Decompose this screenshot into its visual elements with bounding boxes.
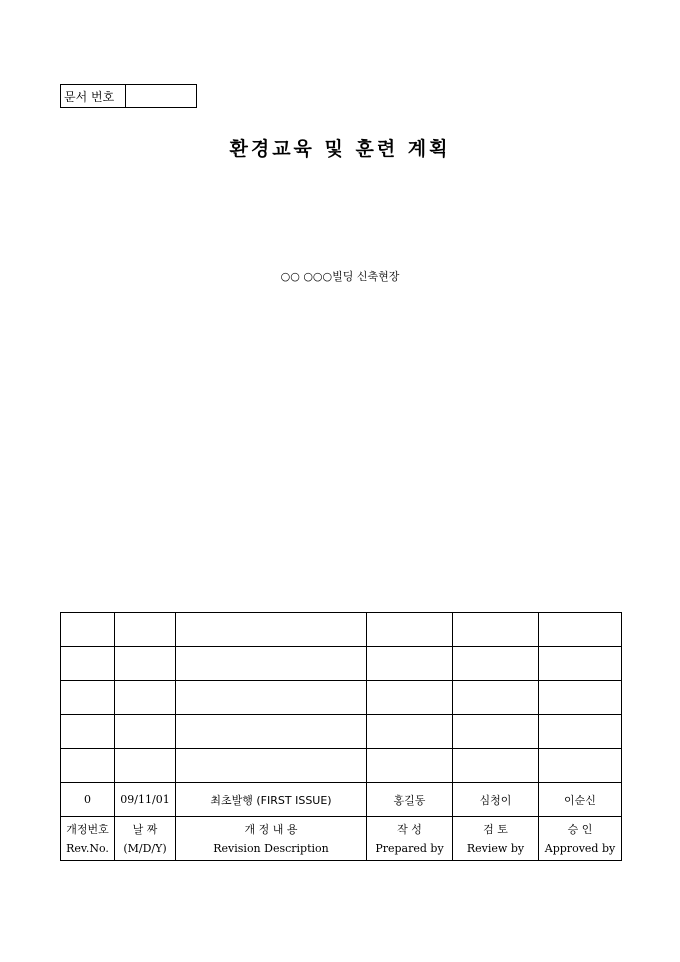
header-date-ko: 날 짜 [132, 822, 158, 836]
header-description-ko: 개 정 내 용 [244, 822, 298, 836]
header-prepared [367, 817, 453, 861]
revision-row-empty [61, 749, 622, 783]
header-date-en: (M/D/Y) [123, 841, 167, 855]
rev-description-cell: 최초발행 (FIRST ISSUE) [176, 783, 367, 817]
rev-reviewed-cell: 심청이 [453, 783, 539, 817]
header-prepared-ko: 작 성 [397, 822, 422, 836]
header-rev-no [61, 817, 115, 861]
revision-row-empty [61, 715, 622, 749]
revision-row-empty [61, 681, 622, 715]
header-review [453, 817, 539, 861]
header-review-en: Review by [466, 841, 525, 855]
document-number-value [126, 85, 197, 108]
rev-prepared-cell: 홍길동 [367, 783, 453, 817]
header-description-en: Revision Description [213, 841, 329, 855]
header-rev-no-en: Rev.No. [66, 841, 109, 855]
header-date [115, 817, 176, 861]
header-approved-en: Approved by [544, 841, 616, 855]
revision-row-empty [61, 647, 622, 681]
document-title: 환경교육 및 훈련 계획 [229, 138, 451, 160]
site-name: ○○ ○○○빌딩 신축현장 [280, 270, 400, 283]
revision-table [60, 612, 622, 861]
header-rev-no-ko: 개정번호 [66, 822, 109, 836]
header-approved [539, 817, 622, 861]
rev-approved-cell: 이순신 [539, 783, 622, 817]
rev-date-cell: 09/11/01 [115, 783, 176, 817]
revision-row-empty [61, 613, 622, 647]
revision-header-row [61, 817, 622, 861]
revision-row [61, 783, 622, 817]
document-number-label: 문서 번호 [61, 85, 126, 108]
document-number-box [60, 84, 197, 108]
header-description [176, 817, 367, 861]
rev-number-cell: 0 [61, 783, 115, 817]
header-review-ko: 검 토 [483, 822, 508, 836]
header-approved-ko: 승 인 [567, 822, 593, 836]
header-prepared-en: Prepared by [375, 841, 444, 855]
